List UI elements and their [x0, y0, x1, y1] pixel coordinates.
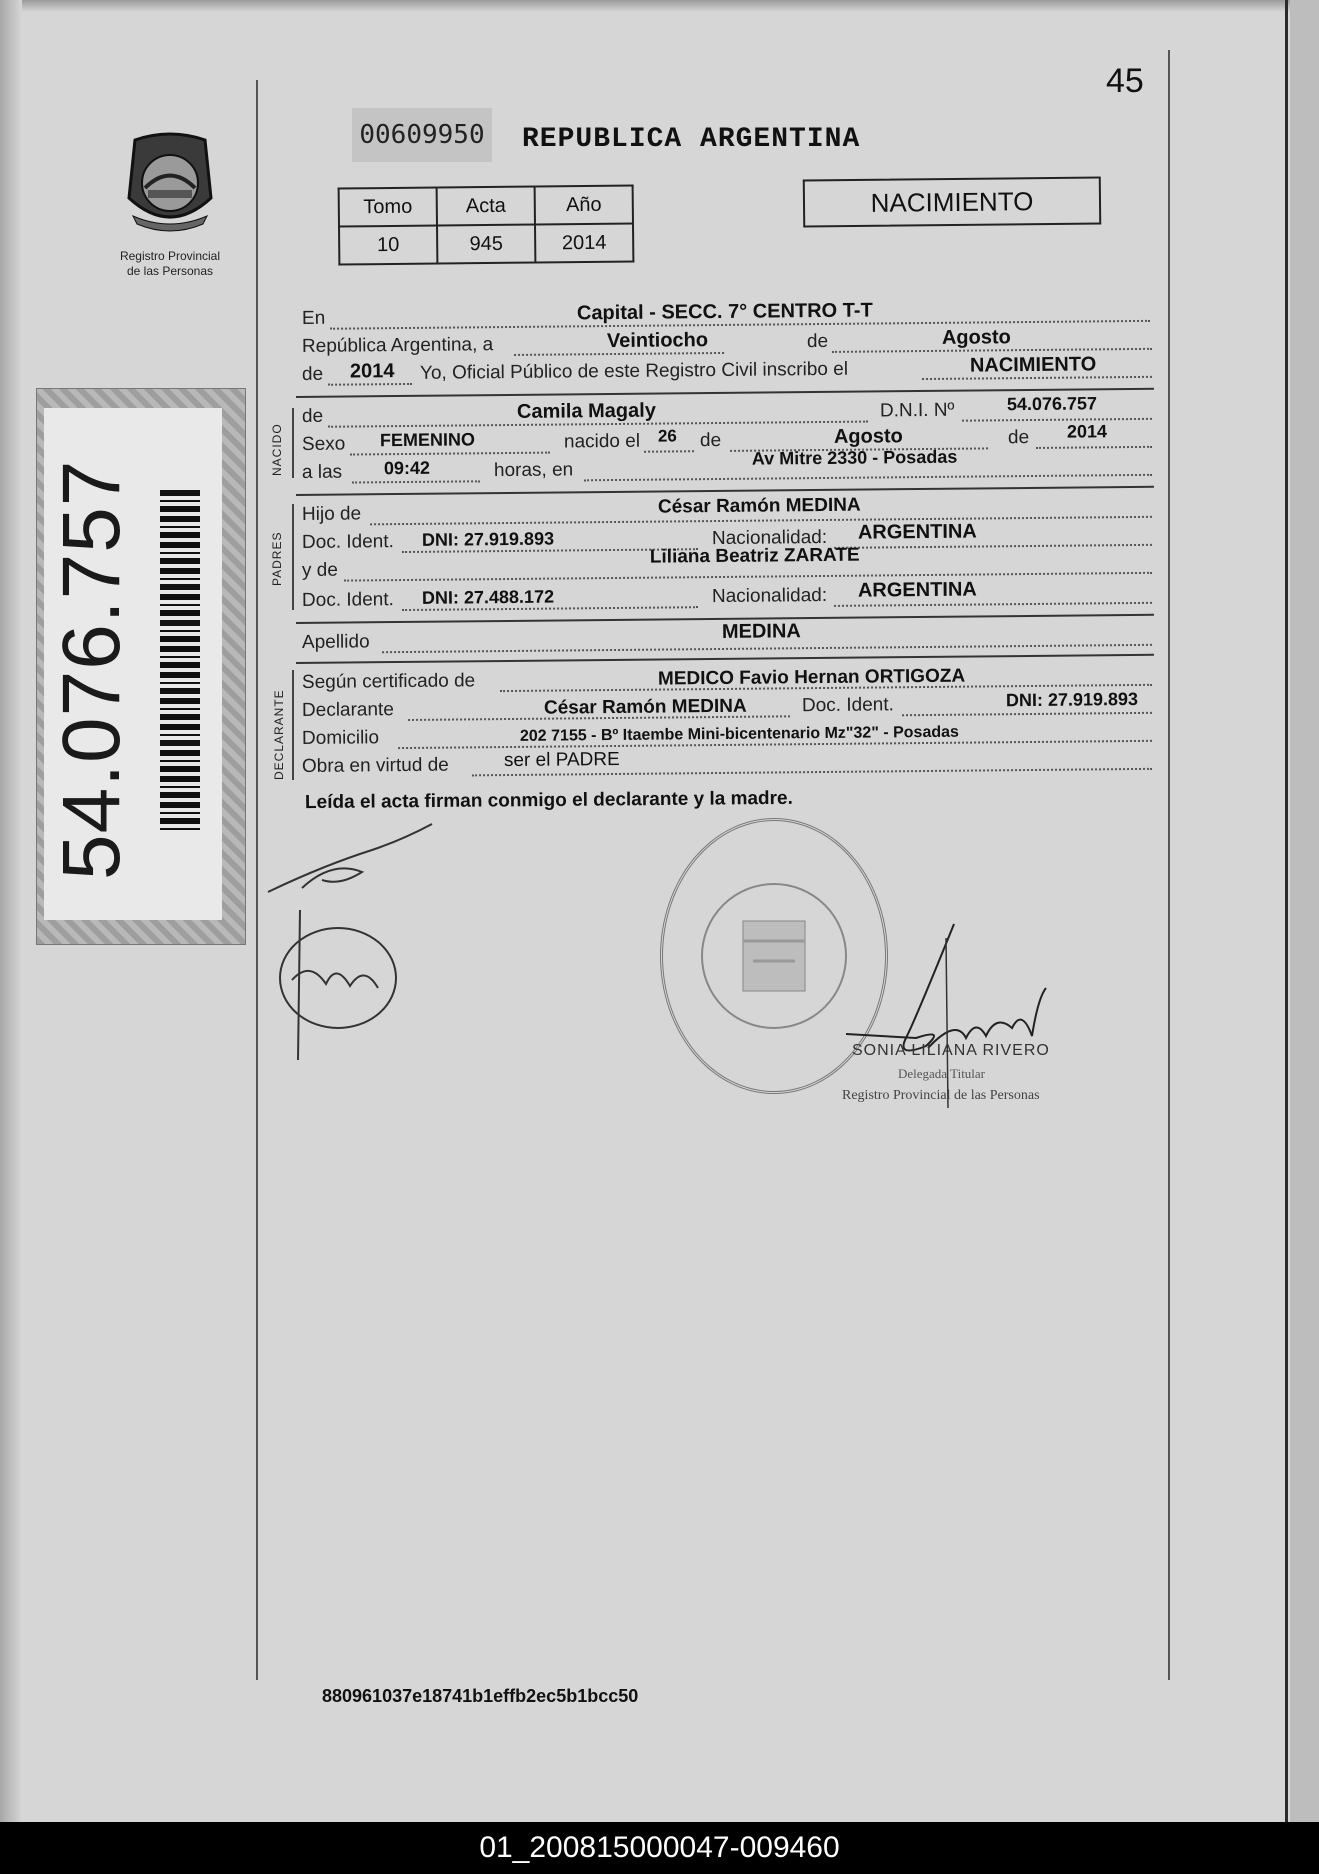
verification-hash: 880961037e18741b1effb2ec5b1bcc50 [322, 1686, 639, 1706]
label-horas-en: horas, en [493, 459, 574, 482]
label-doc-ident-declarante: Doc. Ident. [801, 694, 894, 717]
value-dni: 54.076.757 [1006, 393, 1098, 415]
label-de-anio: de [301, 363, 324, 385]
logo-caption [100, 249, 240, 279]
dotted-leader [834, 602, 1152, 607]
label-doc-ident-madre: Doc. Ident. [301, 589, 394, 611]
label-segun-certificado: Según certificado de [301, 670, 476, 693]
label-declarante: Declarante [301, 699, 394, 721]
logo-caption-line2: de las Personas [126, 264, 214, 278]
row-hora [301, 446, 1152, 488]
section-rule-nacido [292, 408, 294, 478]
dotted-leader [352, 480, 480, 483]
dotted-leader [328, 383, 412, 386]
value-mes: Agosto [941, 326, 1011, 349]
signatory-role: Delegada Titular [898, 1066, 986, 1081]
label-nacionalidad-padre: Nacionalidad: [711, 526, 828, 550]
section-label-nacido: NACIDO [270, 423, 284, 476]
page-number: 45 [1106, 62, 1144, 100]
signatory-org: Registro Provincial de las Personas [842, 1088, 1040, 1103]
value-dia-nac: 26 [657, 426, 677, 446]
value-dia-letras: Veintiocho [606, 329, 709, 353]
document-title: REPUBLICA ARGENTINA [522, 124, 861, 155]
signatory-name: SONIA LILIANA RIVERO [852, 1042, 1050, 1059]
value-acto: NACIMIENTO [969, 353, 1097, 377]
row-obra [302, 748, 1152, 782]
label-nacionalidad-madre: Nacionalidad: [711, 584, 828, 608]
dotted-leader [1036, 446, 1152, 449]
section-rule-padres [292, 504, 294, 610]
label-a-las: a las [301, 461, 343, 483]
registry-header-tomo: Tomo [339, 188, 437, 227]
label-sexo: Sexo [301, 433, 346, 455]
value-mes-nac: Agosto [833, 425, 903, 448]
serial-number: 00609950 [352, 108, 492, 162]
row-madre-doc [301, 578, 1152, 616]
registry-value-tomo: 10 [339, 226, 437, 265]
value-certificado: MEDICO Favio Hernan ORTIGOZA [657, 665, 966, 690]
value-declarante: César Ramón MEDINA [543, 695, 747, 719]
document-type-box: NACIMIENTO [803, 176, 1101, 227]
label-doc-ident-padre: Doc. Ident. [301, 531, 394, 553]
dotted-leader [350, 452, 550, 456]
registry-value-anio: 2014 [535, 223, 633, 262]
label-apellido: Apellido [301, 631, 370, 653]
province-seal-icon [115, 128, 225, 238]
label-hijo-de: Hijo de [301, 503, 362, 525]
value-declarante-doc: DNI: 27.919.893 [1005, 688, 1139, 711]
page-edge-line [1285, 0, 1288, 1822]
value-hora: 09:42 [383, 457, 431, 479]
label-obra-en-virtud: Obra en virtud de [301, 754, 449, 777]
value-padre-doc: DNI: 27.919.893 [421, 528, 555, 550]
value-lugar-nac: Av Mitre 2330 - Posadas [751, 446, 958, 469]
label-yo-oficial: Yo, Oficial Público de este Registro Civil inscribo el [419, 358, 849, 384]
label-republica: República Argentina, a [301, 334, 494, 357]
value-sexo: FEMENINO [379, 429, 476, 451]
value-apellido: MEDINA [721, 620, 801, 643]
value-anio-nac: 2014 [1066, 421, 1108, 442]
registry-value-acta: 945 [437, 224, 535, 263]
registry-header-row [339, 185, 633, 226]
scan-right-edge [1290, 0, 1319, 1822]
right-margin-rule [1168, 50, 1170, 1680]
value-nombre: Camila Magaly [516, 399, 656, 423]
row-madre [301, 544, 1152, 586]
value-madre-nac: ARGENTINA [857, 578, 977, 602]
label-de-nombre: de [301, 405, 324, 427]
value-obra: ser el PADRE [503, 748, 620, 772]
value-anio: 2014 [349, 360, 395, 383]
label-domicilio: Domicilio [301, 727, 380, 749]
province-logo [100, 128, 240, 279]
left-margin-rule [256, 80, 258, 1680]
label-dni-no: D.N.I. Nº [879, 399, 955, 422]
dotted-leader [584, 474, 1152, 481]
label-en: En [301, 307, 326, 329]
section-label-padres: PADRES [270, 531, 284, 586]
value-padre: César Ramón MEDINA [657, 494, 861, 518]
mother-signature-icon [270, 900, 410, 1070]
label-de-mes: de [806, 330, 829, 353]
section-label-declarante: DECLARANTE [272, 689, 286, 780]
row-apellido [301, 620, 1152, 658]
value-madre: Liliana Beatriz ZARATE [649, 544, 860, 568]
registry-header-acta: Acta [437, 186, 535, 225]
logo-caption-line1: Registro Provincial [119, 249, 221, 263]
dotted-leader [344, 572, 1152, 582]
section-rule-declarante [292, 670, 294, 780]
value-lugar: Capital - SECC. 7° CENTRO T-T [576, 299, 873, 325]
value-madre-doc: DNI: 27.488.172 [421, 586, 555, 608]
separator-nacido [296, 486, 1154, 496]
dni-sticker-number: 54.076.757 [46, 459, 137, 880]
dotted-leader [834, 544, 1152, 549]
label-y-de: y de [301, 559, 338, 581]
dotted-leader [382, 644, 1152, 653]
value-padre-nac: ARGENTINA [857, 520, 977, 544]
barcode-icon [160, 490, 200, 830]
registry-value-row [339, 223, 633, 264]
scan-footer-id: 01_200815000047-009460 [0, 1822, 1319, 1874]
closing-statement: Leída el acta firman conmigo el declarante y la madre. [304, 787, 793, 814]
dotted-leader [902, 712, 1152, 716]
scan-top-shadow [0, 0, 1319, 12]
dotted-leader [644, 450, 694, 452]
registry-header-anio: Año [535, 185, 633, 224]
value-domicilio: 202 7155 - Bº Itaembe Mini-bicentenario Mz"32" - Posadas [519, 723, 959, 745]
dotted-leader [962, 418, 1152, 422]
scan-left-shadow [0, 0, 22, 1822]
label-de-anio-nac: de [1007, 427, 1030, 449]
registry-table [338, 184, 635, 265]
row-inscripcion [301, 353, 1152, 390]
label-nacido-el: nacido el [563, 430, 641, 453]
label-de-mes-nac: de [699, 429, 722, 452]
